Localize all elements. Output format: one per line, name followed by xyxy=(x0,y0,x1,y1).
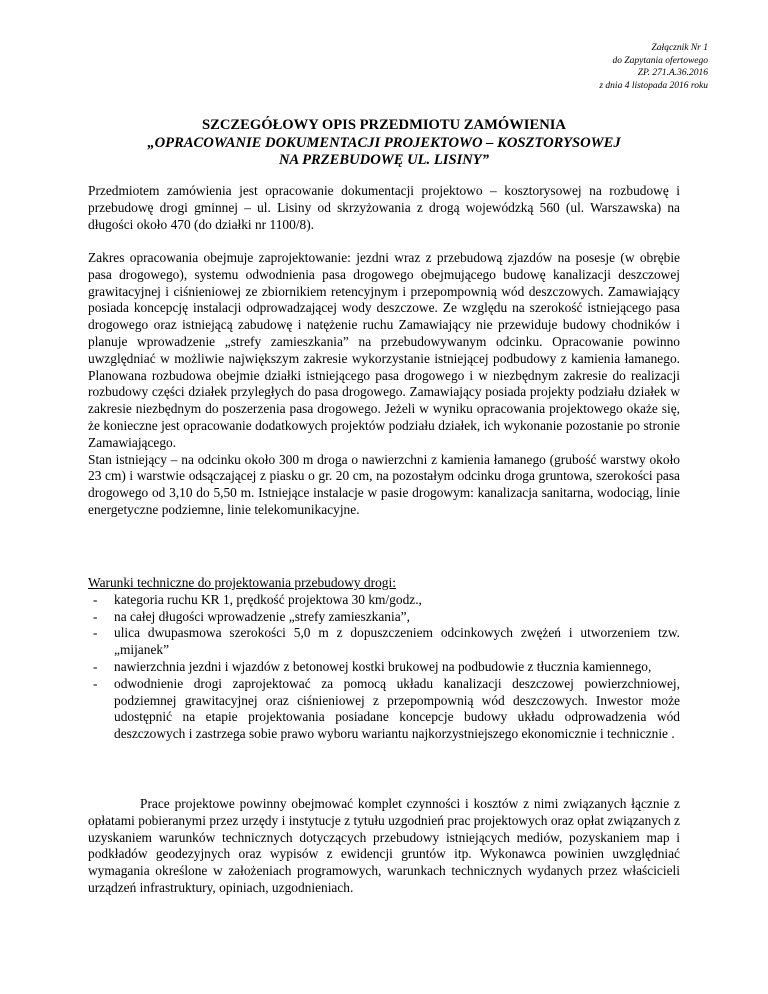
annex-header xyxy=(408,42,708,92)
annex-line-3: ZP. 271.A.36.2016 xyxy=(637,68,708,79)
conditions-heading: Warunki techniczne do projektowania przebudowy drogi: xyxy=(88,575,396,590)
annex-line-2: do Zapytania ofertowego xyxy=(612,55,708,66)
list-item: - kategoria ruchu KR 1, prędkość projektowa 30 km/godz., xyxy=(88,592,680,609)
document-title xyxy=(60,117,708,170)
annex-line-1: Załącznik Nr 1 xyxy=(651,43,708,53)
paragraph-design-work: Prace projektowe powinny obejmować komplet czynności i kosztów z nimi związanych łącznie z opłatami pobieranymi przez urzędy i instytucje z tytułu uzgodnień prac projektowych oraz opłat związanych z uzyskaniem warunków technicznych dotyczących przebudowy istniejących mediów, pozyskaniem map i podkładów geodezyjnych oraz wypisów z ewidencji gruntów itp. Wykonawca powinien uwzględniać wymagania określone w założeniach programowych, warunkach technicznych wydanych przez właścicieli urządzeń infrastruktury, opiniach, uzgodnieniach. xyxy=(88,796,680,895)
title-line-1: SZCZEGÓŁOWY OPIS PRZEDMIOTU ZAMÓWIENIA xyxy=(202,117,566,133)
conditions-list xyxy=(88,592,680,743)
technical-conditions xyxy=(88,575,680,743)
annex-line-4: z dnia 4 listopada 2016 roku xyxy=(599,80,708,91)
list-item: - ulica dwupasmowa szerokości 5,0 m z dopuszczeniem odcinkowych zwężeń i utworzeniem tzw. „mijanek” xyxy=(88,625,680,659)
title-line-2: „OPRACOWANIE DOKUMENTACJI PROJEKTOWO – KOSZTORYSOWEJ xyxy=(147,134,621,151)
paragraph-existing-state: Stan istniejący – na odcinku około 300 m droga o nawierzchni z kamienia łamanego (grubość warstwy około 23 cm) i warstwie odsączającej z piasku o gr. 20 cm, na pozostałym odcinku droga gruntowa, szerokości pasa drogowego od 3,10 do 5,50 m. Istniejące instalacje w pasie drogowym: kanalizacja sanitarna, wodociąg, linie energetyczne podziemne, linie telekomunikacyjne. xyxy=(88,451,680,517)
list-item: - odwodnienie drogi zaprojektować za pomocą układu kanalizacji deszczowej powierzchniowej, podziemnej grawitacyjnej oraz ciśnieniowej z przepompownią wód deszczowych. Inwestor może udostępnić na etapie projektowania posiadane koncepcje budowy układu odprowadzenia wód deszczowych i zastrzega sobie prawo wyboru wariantu najkorzystniejszego ekonomicznie i technicznie . xyxy=(88,676,680,743)
intro-section xyxy=(88,183,680,233)
paragraph-scope: Zakres opracowania obejmuje zaprojektowanie: jezdni wraz z przebudową zjazdów na posesje (w obrębie pasa drogowego), systemu odwodnienia pasa drogowego obejmującego budowę kanalizacji deszczowej grawitacyjnej i ciśnieniowej ze zbiornikiem retencyjnym i przepompownią wód deszczowych. Zamawiający posiada koncepcję instalacji odprowadzającej wody deszczowe. Ze względu na szerokość istniejącego pasa drogowego oraz istniejącą zabudowę i natężenie ruchu Zamawiający nie przewiduje budowy chodników i planuje wprowadzenie „strefy zamieszkania” na przebudowywanym odcinku. Opracowanie powinno uwzględniać w możliwie największym zakresie wykorzystanie istniejącej podbudowy z kamienia łamanego. Planowana rozbudowa obejmie działki istniejącego pasa drogowego i w niezbędnym zakresie do realizacji rozbudowy części działek przyległych do pasa drogowego. Zamawiający posiada projekty podziału działek w zakresie niezbędnym do poszerzenia pasa drogowego. Jeżeli w wyniku opracowania projektowego okaże się, że konieczne jest opracowanie dodatkowych projektów podziału działek, ich wykonanie pozostanie po stronie Zamawiającego. xyxy=(88,250,680,450)
design-work-section xyxy=(88,796,680,897)
list-item: - nawierzchnia jezdni i wjazdów z betonowej kostki brukowej na podbudowie z tłucznia kamiennego, xyxy=(88,659,680,676)
list-item: - na całej długości wprowadzenie „strefy zamieszkania”, xyxy=(88,609,680,626)
scope-section xyxy=(88,250,680,519)
title-line-3: NA PRZEBUDOWĘ UL. LISINY” xyxy=(278,152,489,168)
paragraph-subject: Przedmiotem zamówienia jest opracowanie dokumentacji projektowo – kosztorysowej na rozbudowę i przebudowę drogi gminnej – ul. Lisiny od skrzyżowania z drogą wojewódzką 560 (ul. Warszawska) na długości około 470 (do działki nr 1100/8). xyxy=(88,183,680,232)
